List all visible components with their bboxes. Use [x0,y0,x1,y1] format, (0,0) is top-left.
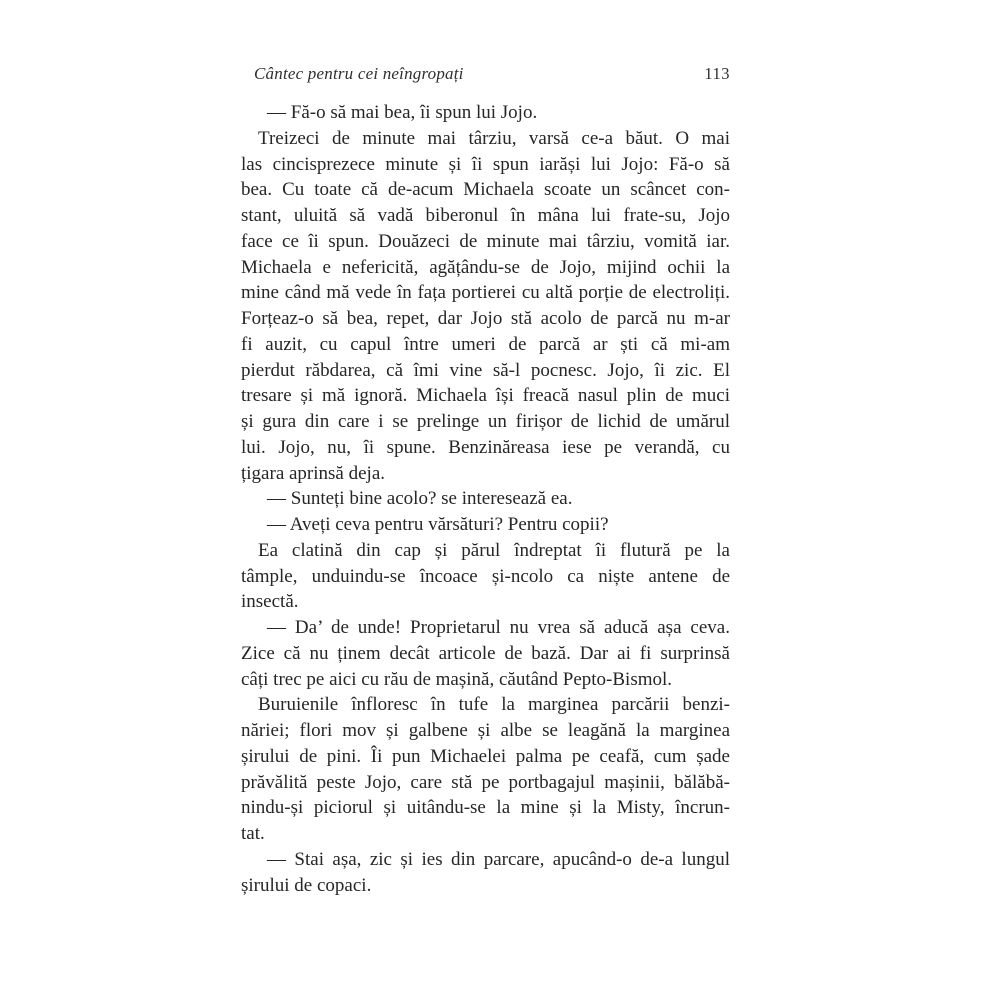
running-head [241,63,730,85]
text-line: pierdut răbdarea, că îmi vine să-l pocnesc. Jojo, îi zic. El [241,359,730,381]
text-line: insectă. [241,591,299,613]
text-line: tresare și mă ignoră. Michaela își freacă nasul plin de muci [241,385,730,407]
text-line: câți trec pe aici cu rău de mașină, căutând Pepto-Bismol. [241,668,673,690]
text-line: năriei; flori mov și galbene și albe se leagănă la marginea [241,720,730,741]
text-block [241,63,730,898]
text-line: face ce îi spun. Douăzeci de minute mai târziu, vomită iar. [241,230,730,252]
text-line: Buruienile înfloresc în tufe la marginea parcării benzi- [258,694,730,716]
text-line: Treizeci de minute mai târziu, varsă ce-a băut. O mai [258,127,730,149]
text-line: — Aveți ceva pentru vărsături? Pentru copii? [267,514,609,535]
text-line: — Fă-o să mai bea, îi spun lui Jojo. [267,102,538,123]
text-line: tâmple, unduindu-se încoace și-ncolo ca niște antene de [241,565,730,587]
text-line: prăvălită peste Jojo, care stă pe portbagajul mașinii, bălăbă- [241,771,730,793]
text-line: Ea clatină din cap și părul îndreptat îi flutură pe la [258,539,730,561]
text-line: șirului de copaci. [241,874,372,896]
text-line: — Stai așa, zic și ies din parcare, apucând-o de-a lungul [267,848,730,870]
text-line: las cincisprezece minute și îi spun iarăși lui Jojo: Fă-o să [241,153,730,175]
text-line: — Da’ de unde! Proprietarul nu vrea să aducă așa ceva. [267,617,730,638]
text-line: — Sunteți bine acolo? se interesează ea. [267,488,573,510]
text-line: bea. Cu toate că de-acum Michaela scoate un scâncet con- [241,179,730,201]
text-line: șirului de pini. Îi pun Michaelei palma pe ceafă, cum șade [241,745,730,767]
text-line: Michaela e nefericită, agățându-se de Jojo, mijind ochii la [241,256,730,278]
text-line: lui. Jojo, nu, îi spune. Benzinăreasa iese pe verandă, cu [241,436,730,458]
text-line: nindu-și piciorul și uitându-se la mine și la Misty, încrun- [241,797,730,819]
text-line: tat. [241,823,265,844]
page-number: 113 [704,64,730,83]
text-line: mine când mă vede în fața portierei cu altă porție de electroliți. [241,282,730,304]
running-head-title: Cântec pentru cei neîngropați [254,64,464,83]
text-line: Forțeaz-o să bea, repet, dar Jojo stă acolo de parcă nu m-ar [241,308,730,329]
text-line: fi auzit, cu capul între umeri de parcă ar ști că mi-am [241,333,730,355]
text-line: țigara aprinsă deja. [241,462,386,484]
body-text [241,100,730,898]
text-line: și gura din care i se prelinge un firișor de lichid de umărul [241,411,730,432]
text-line: Zice că nu ținem decât articole de bază. Dar ai fi surprinsă [241,642,730,664]
text-line: stant, uluită să vadă biberonul în mâna lui frate-su, Jojo [241,205,730,226]
